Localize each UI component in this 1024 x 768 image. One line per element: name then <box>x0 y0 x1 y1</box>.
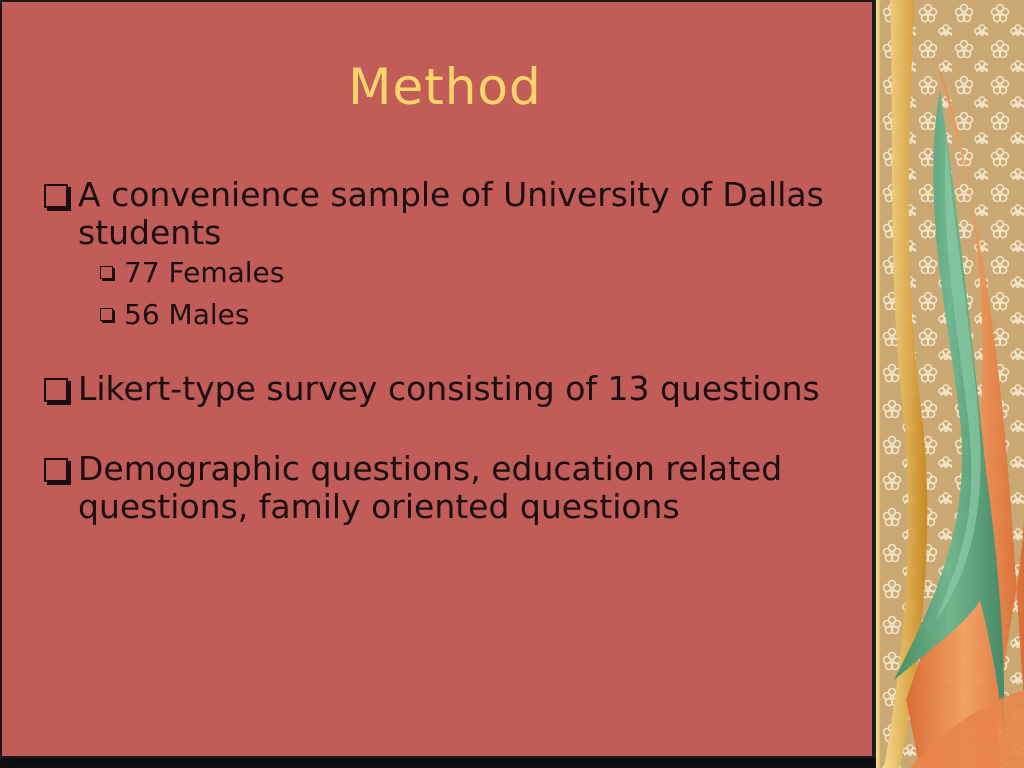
sub-bullet-text: 77 Females <box>124 256 285 289</box>
bullet-text: Demographic questions, education related questions, family oriented questions <box>78 449 783 526</box>
bullet-text: Likert-type survey consisting of 13 questions <box>78 369 820 408</box>
bullet-item <box>42 176 842 252</box>
slide-title: Method <box>348 58 542 116</box>
square-bullet-icon <box>44 458 68 482</box>
sub-bullet-item <box>42 252 842 294</box>
bullet-text: A convenience sample of University of Dallas students <box>78 175 824 252</box>
sub-bullet-text: 56 Males <box>124 298 250 331</box>
bullet-list <box>42 176 842 526</box>
sub-bullet-item <box>42 294 842 336</box>
square-bullet-icon <box>100 266 113 279</box>
square-bullet-icon <box>44 184 68 208</box>
bullet-item <box>42 450 842 526</box>
square-bullet-icon <box>44 378 68 402</box>
floral-ribbon-decoration <box>880 0 1024 768</box>
square-bullet-icon <box>100 308 113 321</box>
bullet-item <box>42 370 842 408</box>
